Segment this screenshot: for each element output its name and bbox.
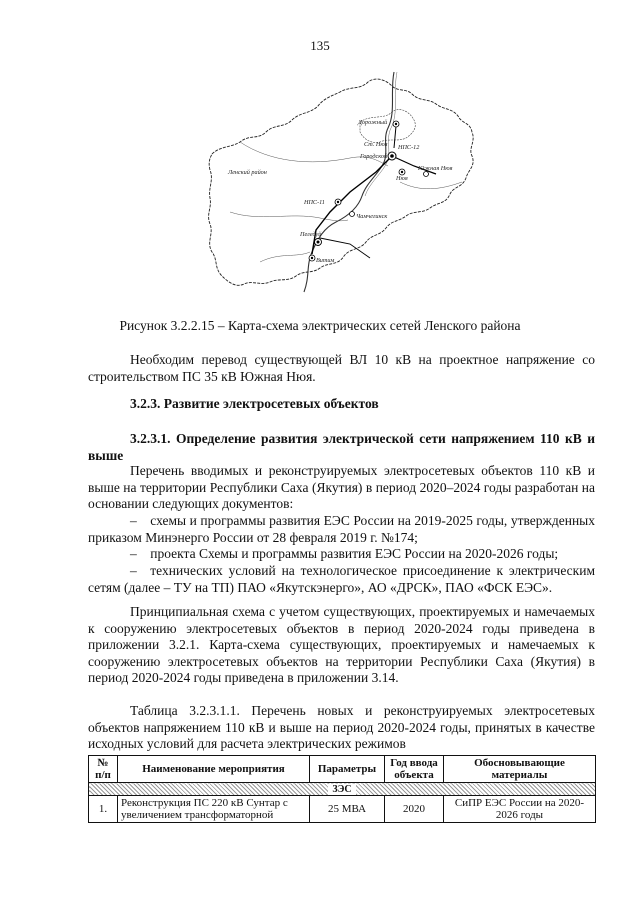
table-title: Таблица 3.2.3.1.1. Перечень новых и реконструируемых электросетевых объектов напряжением 110 кВ и выше на период 2020-2024 годы, принятых в качестве исходных условий для расчета электрических режимов [88, 703, 595, 752]
map-label-vitim: Витим [316, 257, 335, 264]
figure-caption: Рисунок 3.2.2.15 – Карта-схема электрических сетей Ленского района [119, 318, 521, 333]
table-section-row [89, 783, 596, 796]
tributary [260, 252, 310, 262]
objects-table [88, 755, 596, 823]
substation-icon [315, 239, 322, 246]
substation-icon [393, 121, 399, 127]
section-heading-3231: 3.2.3.1. Определение развития электрической сети напряжением 110 кВ и выше [88, 431, 595, 463]
tributary [230, 212, 348, 221]
tributary [400, 182, 462, 189]
map-label-dorozhny: Дорожный [358, 119, 388, 126]
cell-params: 25 МВА [310, 796, 385, 823]
map-label-nps11: НПС-11 [304, 199, 325, 206]
cell-justification: СиПР ЕЭС России на 2020-2026 годы [444, 796, 596, 823]
power-line [394, 126, 396, 148]
substation-icon [424, 172, 429, 177]
substation-icon [335, 199, 341, 205]
page-number: 135 [310, 38, 330, 53]
map-label-lensky-rayon: Ленский район [228, 169, 267, 176]
district-map [200, 62, 490, 297]
substation-icon [309, 255, 315, 261]
substation-icon [350, 212, 355, 217]
header-number: № п/п [89, 756, 118, 783]
map-label-nps12: НПС-12 [398, 144, 420, 151]
bullet-item: – схемы и программы развития ЕЭС России на 2019-2025 годы, утвержденных приказом Минэнерго России от 28 февраля 2019 г. №174; [88, 513, 595, 545]
paragraph-list-intro: Перечень вводимых и реконструируемых электросетевых объектов 110 кВ и выше на территории Республики Саха (Якутия) в период 2020–2024 годы разработан на основании следующих документов: [88, 463, 595, 512]
section-heading-323: 3.2.3. Развитие электросетевых объектов [130, 396, 379, 411]
header-year: Год ввода объекта [385, 756, 444, 783]
map-label-peleduy: Пеледуй [300, 231, 322, 238]
map-label-nyuya: Нюя [396, 175, 408, 182]
substation-icon [388, 152, 396, 160]
section-label: ЗЭС [328, 784, 355, 795]
paragraph-schema: Принципиальная схема с учетом существующих, проектируемых и намечаемых к сооружению электросетевых объектов в период 2020-2024 годы приведена в приложении 3.2.1. Карта-схема существующих, проектируемых и намечаемых к сооружению электросетевых объектов на территории Республики Саха (Якутия) в период 2020-2024 годы приведена в приложении 3.14. [88, 604, 595, 686]
map-label-st-nuya: Ст. Нюя [364, 141, 388, 148]
header-name: Наименование мероприятия [118, 756, 310, 783]
bullet-item: – проекта Схемы и программы развития ЕЭС России на 2020-2026 годы; [130, 546, 559, 561]
map-label-chamcheginsk: Чамчегинск [356, 213, 388, 220]
cell-year: 2020 [385, 796, 444, 823]
table-row [89, 796, 596, 823]
map-label-yuzhnaya-nyuya: Южная Нюя [418, 165, 453, 172]
inner-boundary [360, 110, 415, 143]
district-boundary [209, 79, 474, 285]
header-params: Параметры [310, 756, 385, 783]
paragraph-transfer: Необходим перевод существующей ВЛ 10 кВ на проектное напряжение со строительством ПС 35 кВ Южная Нюя. [88, 352, 595, 384]
cell-name: Реконструкция ПС 220 кВ Сунтар с увеличением трансформаторной [118, 796, 310, 823]
cell-number: 1. [89, 796, 118, 823]
table-header-row [89, 756, 596, 783]
bullet-item: – технических условий на технологическое присоединение к электрическим сетям (далее – ТУ на ТП) ПАО «Якутскэнерго», АО «ДРСК», ПАО «ФСК ЕЭС». [88, 563, 595, 595]
map-label-gorodskoy: Городской [360, 153, 388, 160]
header-justification: Обосновывающие материалы [444, 756, 596, 783]
